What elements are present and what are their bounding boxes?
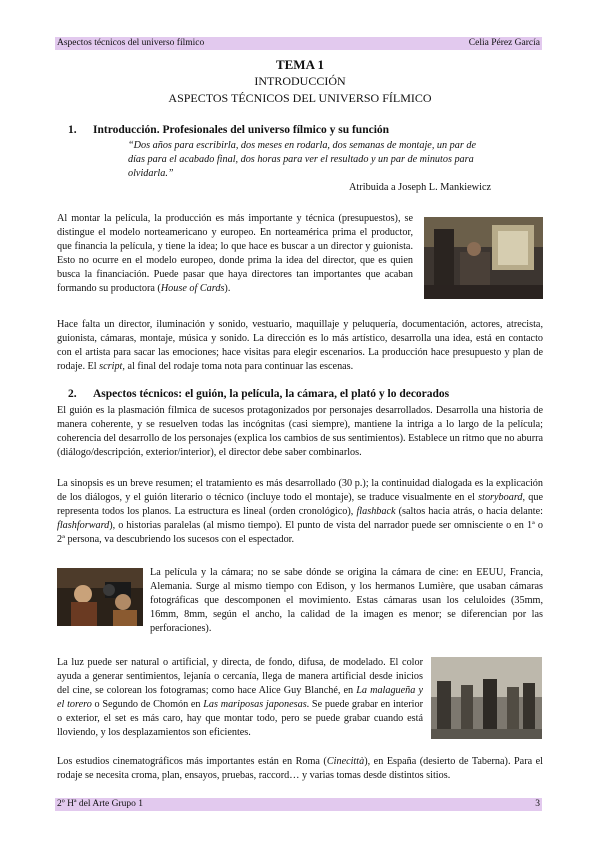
p4-em-flashback: flashback — [356, 506, 396, 517]
camera-photo — [57, 568, 143, 626]
p7-text-b: ), en España (desierto de Taberna). Para el rodaje se necesita croma, plan, ensayos, pruebas, raccord… y varias tomas desde distintos sitios. — [57, 756, 543, 781]
intro-title: INTRODUCCIÓN — [254, 74, 346, 88]
p6-text-c: . Se puede grabar en interior o exterior, el set es más caro, hay que montar todo, pero se puede grabar cuando está lloviendo, y los desplazamientos son eficientes. — [57, 699, 423, 738]
p4-em-flashforward: flashforward — [57, 520, 110, 531]
paragraph-crew — [57, 318, 543, 374]
section-1-text: Introducción. Profesionales del universo fílmico y su función — [93, 124, 390, 136]
p4-text-a: La sinopsis es un breve resumen; el tratamiento es más desarrollado (30 p.); la continuidad dialogada es la explicación de los diálogos, y el guión literario o técnico (incluye todo el montaje), se traduce visualmente en el — [57, 478, 543, 503]
page-footer — [55, 798, 542, 811]
film-set-photo — [424, 217, 543, 299]
p6-text-a: La luz puede ser natural o artificial, y directa, de fondo, difusa, de modelado. El color ayuda a generar sentimientos, lejanía o cercanía, llega de manera artificial desde inicios del cine, se colorean los fotogramas; como hace Alice Guy Blanché, en — [57, 657, 423, 696]
p1-text-b: ). — [224, 283, 231, 294]
paragraph-production — [57, 212, 413, 296]
section-2-heading — [68, 388, 449, 400]
p1-text-a: Al montar la película, la producción es más importante y técnica (presupuestos), se distingue el modelo norteamericano y europeo. En norteamérica prima el productor, que financia la película, y tiene la idea; lo que hace es buscar a un director y guionista. Esto no ocurre en el modelo europeo, donde prima la idea del director, que es quien busca la financiación. Puede pasar que haya directores tan importantes que acaban formando su productora ( — [57, 213, 413, 294]
section-1-heading — [68, 124, 389, 136]
p2-text-b: , al final del rodaje toma nota para continuar las escenas. — [122, 361, 354, 372]
p2-text-a: Hace falta un director, iluminación y sonido, vestuario, maquillaje y peluquería, documentación, actores, atrecista, guionista, cámaras, montaje, música y sonido. La dirección es lo más artístico, desarrolla una idea, está en contacto con el artista para sacar las emociones; hace visitas para elegir escenarios. La producción hace presupuesto y plan de rodaje. El — [57, 319, 543, 372]
quote: “Dos años para escribirla, dos meses en rodarla, dos semanas de montaje, un par de días para el acabado final, dos horas para ver el resultado y un par de minutos para olvidarla.” — [128, 140, 476, 179]
page-header — [55, 37, 542, 50]
p7-text-a: Los estudios cinematográficos más importantes están en Roma ( — [57, 756, 327, 767]
paragraph-studios — [57, 755, 543, 783]
film-still-photo — [431, 657, 542, 739]
tema-title: TEMA 1 — [275, 57, 325, 72]
paragraph-camera: La película y la cámara; no se sabe dónde se origina la cámara de cine: en EEUU, Francia, Alemania. Surge al mismo tiempo con Edison, y los hermanos Lumière, que usaban cámaras fotográficas que descomponen el movimiento. Estas cámaras usan los celuloides (35mm, 16mm, 8mm, según el ancho, la calidad de la imagen es menor; se diferencian por las perforaciones). — [150, 567, 543, 634]
section-2-text: Aspectos técnicos: el guión, la película, la cámara, el plató y lo decorados — [93, 388, 450, 400]
section-1-number: 1. — [68, 124, 77, 136]
header-left: Aspectos técnicos del universo fílmico — [57, 38, 205, 48]
footer-left: 2º Hª del Arte Grupo 1 — [57, 799, 144, 809]
paragraph-script: El guión es la plasmación fílmica de sucesos protagonizados por personajes desarrollados. Desarrolla una historia de manera coherente, y se resuelven todas las incógnitas (casi siempre), mantiene la intriga a lo largo de la película; coherencia del desarrollo de los personajes (explica los cambios de sus sentimientos). Establece un ritmo que no aburra (diálogo/descripción, exterior/interior), el director debe saber combinarlos. — [57, 405, 544, 458]
p1-em: House of Cards — [160, 283, 225, 294]
p2-em: script — [99, 361, 123, 372]
p4-text-c: (saltos hacia atrás, o hacia delante: — [395, 506, 543, 517]
p6-em-1: La malagueña y el torero — [57, 685, 423, 710]
paragraph-light — [57, 656, 423, 740]
page-number: 3 — [535, 799, 540, 809]
p4-em-storyboard: storyboard — [478, 492, 523, 503]
paragraph-synopsis — [57, 477, 543, 547]
subtitle: ASPECTOS TÉCNICOS DEL UNIVERSO FÍLMICO — [168, 91, 432, 105]
header-right: Celia Pérez García — [468, 38, 540, 48]
p4-text-b: , que representa todos los planos. La estructura es lineal (orden cronológico), — [57, 492, 543, 517]
p6-text-b: o Segundo de Chomón en — [91, 699, 204, 710]
quote-attribution: Atribuida a Joseph L. Mankiewicz — [349, 182, 492, 193]
p4-text-d: ), o historias paralelas (al mismo tiempo). El punto de vista del narrador puede ser omnisciente o en 1ª o 2ª persona, va descubriendo los sucesos con el espectador. — [57, 520, 543, 545]
p6-em-2: Las mariposas japonesas — [203, 699, 307, 710]
section-2-number: 2. — [68, 388, 77, 400]
p7-em: Cinecittà — [326, 756, 365, 767]
